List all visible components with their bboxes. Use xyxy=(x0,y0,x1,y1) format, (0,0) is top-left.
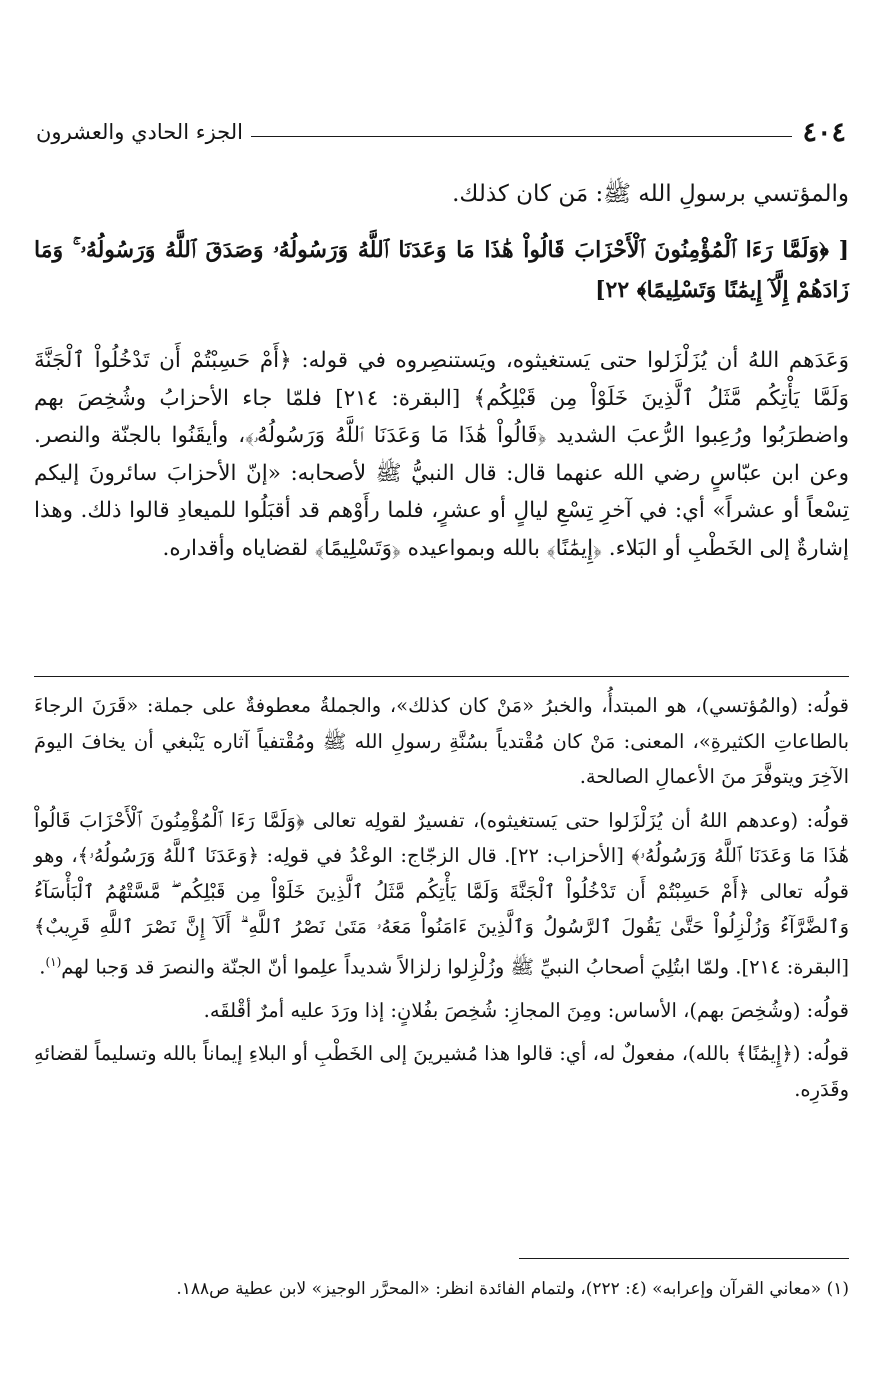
quran-verse: [ ﴿وَلَمَّا رَءَا ٱلْمُؤْمِنُونَ ٱلْأَحْزَابَ قَالُواْ هَٰذَا مَا وَعَدَنَا ٱللَّهُ وَرَسُولُهُۥ وَصَدَقَ ٱللَّهُ وَرَسُولُهُۥ ۚ وَمَا زَادَهُمْ إِلَّآ إِيمَٰنًا وَتَسْلِيمًا﴾ ٢٢] xyxy=(34,237,849,303)
gloss-note: قولُه: (وعدهم اللهُ أن يُزَلْزَلوا حتى يَستغيثوه)، تفسيرٌ لقولِه تعالى ﴿وَلَمَّا رَءَا ٱلْمُؤْمِنُونَ ٱلْأَحْزَابَ قَالُواْ هَٰذَا مَا وَعَدَنَا ٱللَّهُ وَرَسُولُهُۥ﴾ [الأحزاب: ٢٢]. قال الزجّاج: الوعْدُ في قولِه: ﴿وَعَدَنَا ٱللَّهُ وَرَسُولُهُۥ﴾، وهو قولُه تعالى ﴿أَمْ حَسِبْتُمْ أَن تَدْخُلُواْ ٱلْجَنَّةَ وَلَمَّا يَأْتِكُم مَّثَلُ ٱلَّذِينَ خَلَوْاْ مِن قَبْلِكُم ۖ مَّسَّتْهُمُ ٱلْبَأْسَآءُ وَٱلضَّرَّآءُ وَزُلْزِلُواْ حَتَّىٰ يَقُولَ ٱلرَّسُولُ وَٱلَّذِينَ ءَامَنُواْ مَعَهُۥ مَتَىٰ نَصْرُ ٱللَّهِ ۗ أَلَآ إِنَّ نَصْرَ ٱللَّهِ قَرِيبٌ﴾ [البقرة: ٢١٤]. ولمّا ابتُلِيَ أصحابُ النبيِّ ﷺ وزُلْزِلوا زلزالاً شديداً علِموا أنّ الجنّة والنصرَ قد وَجبا لهم$^{(١)}$. xyxy=(34,808,850,978)
running-title: الجزء الحادي والعشرون xyxy=(36,120,243,144)
page-number: ٤٠٤ xyxy=(802,116,846,148)
footnote-reference: (١) xyxy=(45,954,62,969)
running-header xyxy=(36,112,846,152)
header-rule xyxy=(251,136,793,137)
footnote-rule xyxy=(519,1258,849,1259)
commentary-block xyxy=(34,342,849,567)
gloss-notes xyxy=(34,688,849,1115)
text-divider xyxy=(34,676,849,677)
footnote-block xyxy=(34,1274,849,1304)
gloss-note: قولُه: (﴿إِيمَٰنًا﴾ بالله)، مفعولٌ له، أي: قالوا هذا مُشيرينَ إلى الخَطْبِ أو البلاءِ إيماناً بالله وتسليماً لقضائهِ وقَدَرِه. xyxy=(34,1042,849,1101)
footnote-text: (١) «معاني القرآن وإعرابه» (٤: ٢٢٢)، ولتمام الفائدة انظر: «المحرَّر الوجيز» لابن عطية ص١٨٨. xyxy=(176,1279,849,1299)
quran-verse-block xyxy=(34,230,849,310)
lead-text: والمؤتسي برسولِ الله ﷺ: مَن كان كذلك. xyxy=(452,181,849,207)
gloss-note-text: قولُه: (وعدهم اللهُ أن يُزَلْزَلوا حتى يَستغيثوه)، تفسيرٌ لقولِه تعالى ﴿وَلَمَّا رَءَا ٱلْمُؤْمِنُونَ ٱلْأَحْزَابَ قَالُواْ هَٰذَا مَا وَعَدَنَا ٱللَّهُ وَرَسُولُهُۥ﴾ [الأحزاب: ٢٢]. قال الزجّاج: الوعْدُ في قولِه: ﴿وَعَدَنَا ٱللَّهُ وَرَسُولُهُۥ﴾، وهو قولُه تعالى ﴿أَمْ حَسِبْتُمْ أَن تَدْخُلُواْ ٱلْجَنَّةَ وَلَمَّا يَأْتِكُم مَّثَلُ ٱلَّذِينَ خَلَوْاْ مِن قَبْلِكُم ۖ مَّسَّتْهُمُ ٱلْبَأْسَآءُ وَٱلضَّرَّآءُ وَزُلْزِلُواْ حَتَّىٰ يَقُولَ ٱلرَّسُولُ وَٱلَّذِينَ ءَامَنُواْ مَعَهُۥ مَتَىٰ نَصْرُ ٱللَّهِ ۗ أَلَآ إِنَّ نَصْرَ ٱللَّهِ قَرِيبٌ﴾ [البقرة: ٢١٤]. ولمّا ابتُلِيَ أصحابُ النبيِّ ﷺ وزُلْزِلوا زلزالاً شديداً علِموا أنّ الجنّة والنصرَ قد وَجبا لهم xyxy=(34,808,850,978)
gloss-note: قولُه: (والمُؤتسي)، هو المبتدأُ، والخبرُ «مَنْ كان كذلك»، والجملةُ معطوفةٌ على جملة: «قَرَنَ الرجاءَ بالطاعاتِ الكثيرةِ»، المعنى: مَنْ كان مُقْتدياً بسُنَّةِ رسولِ الله ﷺ ومُقْتفياً آثاره يَنْبغي أن يخافَ اليومَ الآخِرَ ويتوفَّرَ منَ الأعمالِ الصالحة. xyxy=(34,694,849,788)
gloss-note: قولُه: (وشُخِصَ بهم)، الأساس: ومِنَ المجازِ: شُخِصَ بفُلانٍ: إذا ورَدَ عليه أمرٌ أقْلقَه. xyxy=(203,998,849,1022)
lead-line xyxy=(34,176,849,212)
commentary-text: وَعَدَهم اللهُ أن يُزَلْزَلوا حتى يَستغيثوه، ويَستنصِروه في قوله: ﴿أَمْ حَسِبْتُمْ أَن تَدْخُلُواْ ٱلْجَنَّةَ وَلَمَّا يَأْتِكُم مَّثَلُ ٱلَّذِينَ خَلَوْاْ مِن قَبْلِكُم﴾ [البقرة: ٢١٤] فلمّا جاء الأحزابُ وشُخِصَ بهم واضطرَبُوا ورُعِبوا الرُّعبَ الشديد ﴿قَالُواْ هَٰذَا مَا وَعَدَنَا ٱللَّهُ وَرَسُولُهُۥ﴾، وأيقَنُوا بالجنّة والنصر. وعن ابن عبّاسٍ رضي الله عنهما قال: قال النبيُّ ﷺ لأصحابه: «إنّ الأحزابَ سائرونَ إليكم تِسْعاً أو عشراً» أي: في آخرِ تِسْعِ ليالٍ أو عشرٍ، فلما رأَوْهم قد أقبَلُوا للميعادِ قالوا ذلك. وهذا إشارةٌ إلى الخَطْبِ أو البَلاء. ﴿إِيمَٰنًا﴾ بالله وبمواعيده ﴿وَتَسْلِيمًا﴾ لقضاياه وأقداره. xyxy=(34,348,849,561)
